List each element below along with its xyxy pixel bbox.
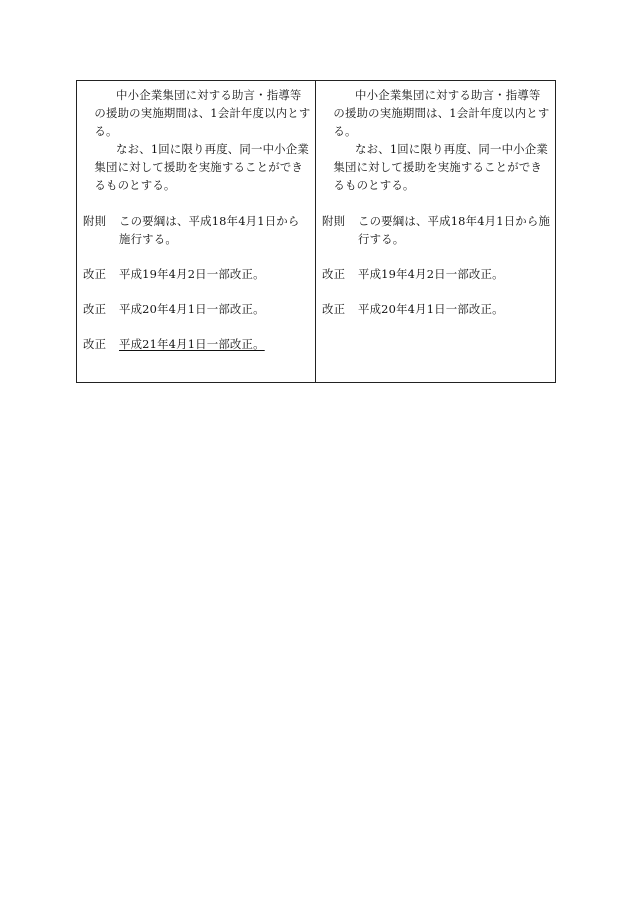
left-supplement-text: この要綱は、平成18年4月1日から施行する。 bbox=[119, 214, 300, 246]
amendment-text: 平成21年4月1日一部改正。 bbox=[119, 337, 265, 351]
amendment-label: 改正 bbox=[322, 267, 346, 281]
amendment-text: 平成19年4月2日一部改正。 bbox=[119, 267, 265, 281]
left-amendment-3-new bbox=[83, 335, 311, 353]
left-paragraph-repeat: なお、1回に限り再度、同一中小企業集団に対して援助を実施することができるものとする。 bbox=[94, 142, 309, 192]
left-supplement-label: 附則 bbox=[83, 214, 107, 228]
right-supplement-label: 附則 bbox=[322, 214, 346, 228]
right-paragraph-repeat: なお、1回に限り再度、同一中小企業集団に対して援助を実施することができるものとする。 bbox=[333, 142, 548, 192]
amendment-label: 改正 bbox=[322, 302, 346, 316]
amendment-text: 平成20年4月1日一部改正。 bbox=[119, 302, 265, 316]
left-amendment-2 bbox=[83, 300, 311, 318]
amendment-label: 改正 bbox=[83, 267, 107, 281]
left-paragraph-period: 中小企業集団に対する助言・指導等の援助の実施期間は、1会計年度以内とする。 bbox=[94, 88, 311, 138]
right-paragraph-period: 中小企業集団に対する助言・指導等の援助の実施期間は、1会計年度以内とする。 bbox=[333, 88, 550, 138]
right-supplement-text: この要綱は、平成18年4月1日から施行する。 bbox=[358, 214, 551, 246]
left-supplementary-provision bbox=[83, 212, 311, 248]
right-amendment-1 bbox=[322, 265, 551, 283]
right-column bbox=[316, 81, 555, 382]
right-amendment-2 bbox=[322, 300, 551, 318]
amendment-label: 改正 bbox=[83, 337, 107, 351]
left-column bbox=[77, 81, 316, 382]
right-supplementary-provision bbox=[322, 212, 551, 248]
amendment-label: 改正 bbox=[83, 302, 107, 316]
left-amendment-1 bbox=[83, 265, 311, 283]
amendment-text: 平成20年4月1日一部改正。 bbox=[358, 302, 504, 316]
amendment-text: 平成19年4月2日一部改正。 bbox=[358, 267, 504, 281]
comparison-table bbox=[76, 80, 556, 383]
